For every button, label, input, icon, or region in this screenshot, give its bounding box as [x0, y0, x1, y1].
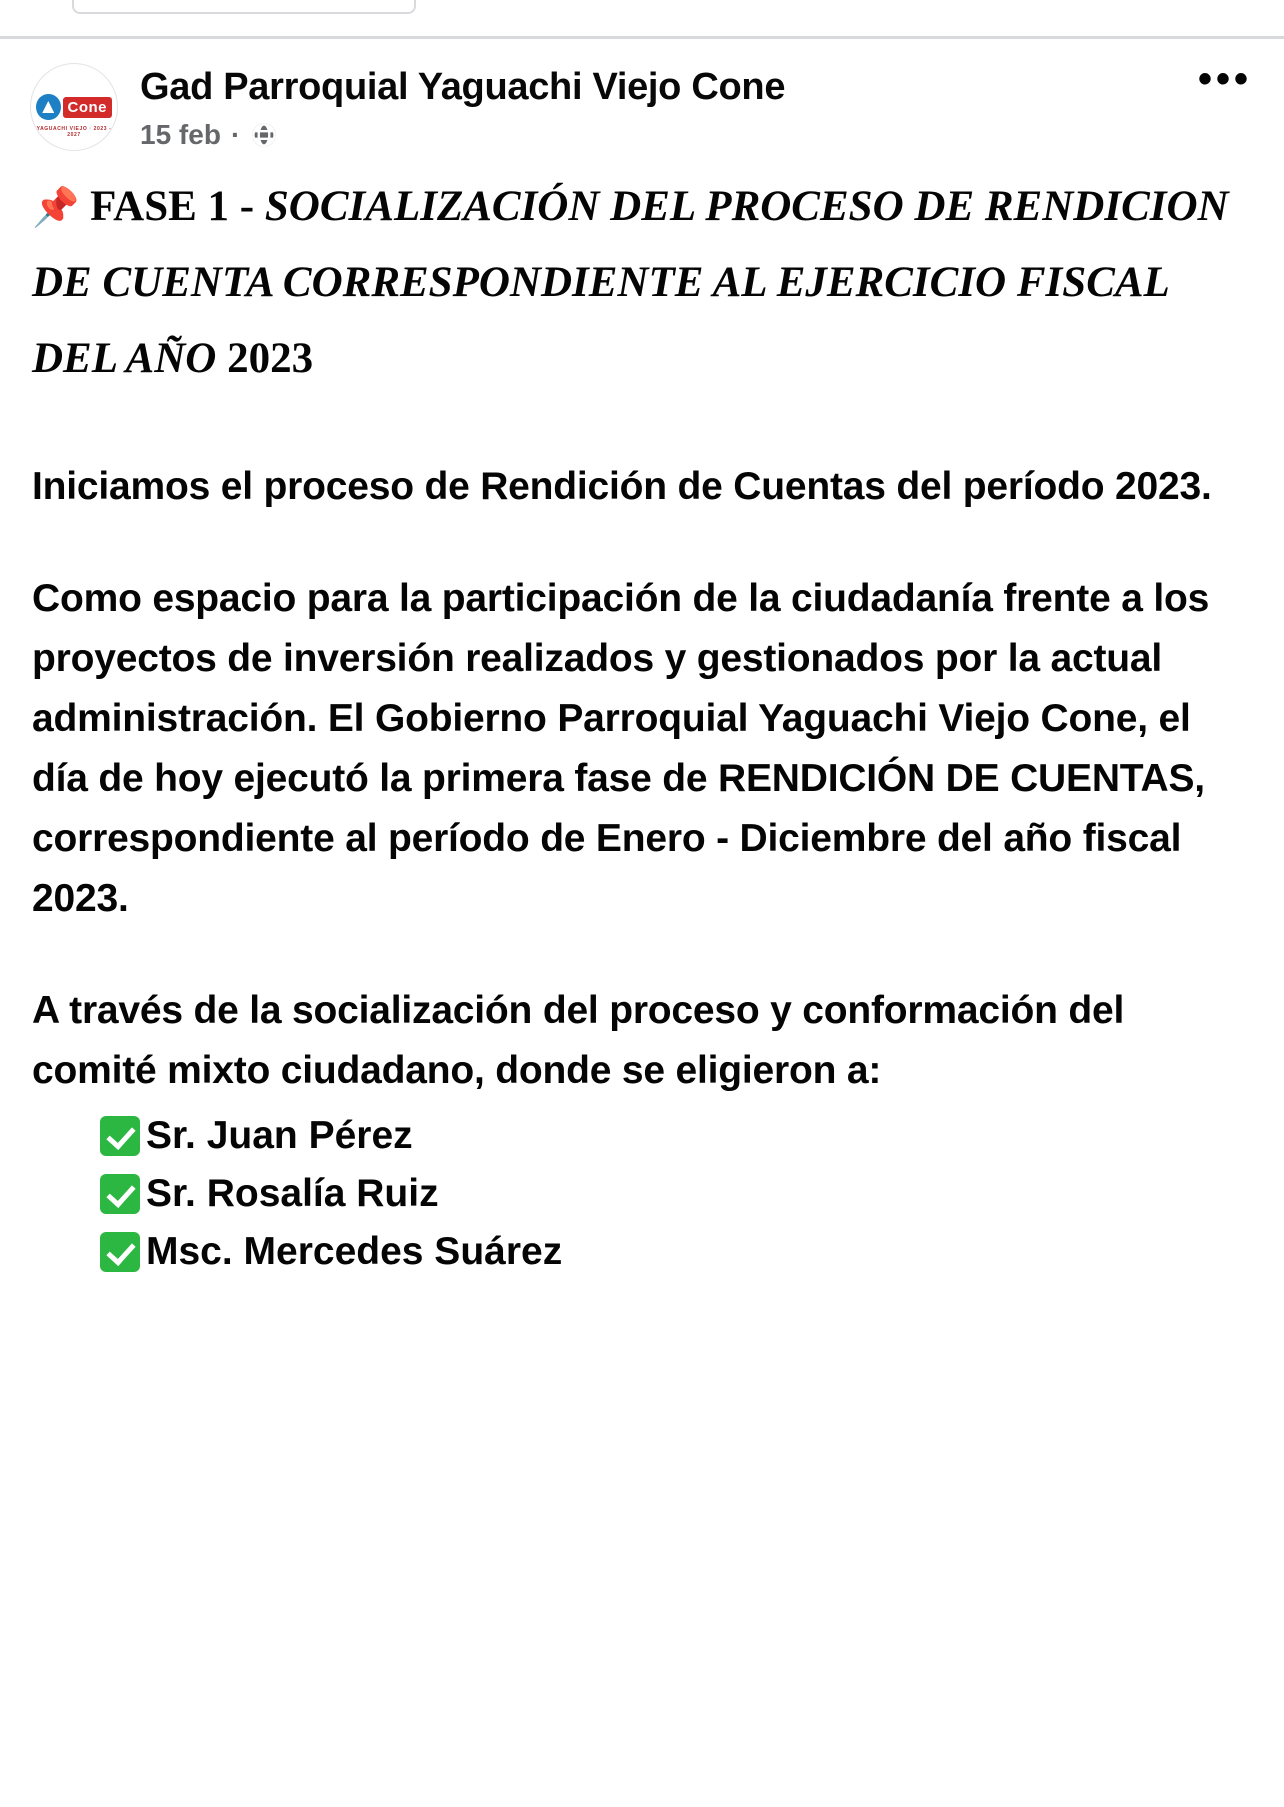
list-item — [100, 1223, 1254, 1281]
meta-separator: · — [230, 119, 241, 150]
post-headline — [32, 169, 1254, 397]
post-header-text — [118, 63, 1198, 151]
avatar-brand-word: Cone — [63, 97, 113, 118]
post-paragraph: Como espacio para la participación de la ciudadanía frente a los proyectos de inversión realizados y gestionados por la actual administración. El Gobierno Parroquial Yaguachi Viejo Cone, el día de hoy ejecutó la primera fase de RENDICIÓN DE CUENTAS, correspondiente al período de Enero - Diciembre del año fiscal 2023. — [32, 577, 1210, 920]
cut-off-card — [72, 0, 416, 14]
headline-prefix: FASE 1 - — [90, 183, 265, 230]
headline-year: 2023 — [227, 335, 314, 382]
list-item-label: Sr. Rosalía Ruiz — [146, 1172, 439, 1215]
list-item-label: Sr. Juan Pérez — [146, 1114, 413, 1157]
post-paragraph: Iniciamos el proceso de Rendición de Cuentas del período 2023. — [32, 465, 1212, 508]
check-mark-icon — [100, 1232, 140, 1272]
post-paragraph: A través de la socialización del proceso y conformación del comité mixto ciudadano, donde se eligieron a: — [32, 989, 1125, 1092]
pushpin-icon: 📌 — [32, 185, 80, 229]
list-item-label: Msc. Mercedes Suárez — [146, 1230, 563, 1273]
avatar[interactable] — [30, 63, 118, 151]
post-date[interactable]: 15 feb — [140, 119, 221, 150]
post-meta — [140, 119, 1198, 151]
page-title[interactable]: Gad Parroquial Yaguachi Viejo Cone — [140, 66, 786, 108]
post-body — [0, 151, 1284, 1311]
check-mark-icon — [100, 1116, 140, 1156]
globe-icon[interactable] — [250, 121, 278, 149]
headline-emphasis: SOCIALIZACIÓN DEL PROCESO DE RENDICION DE CUENTA CORRESPONDIENTE AL EJERCICIO FISCAL DEL AÑO — [32, 183, 1229, 382]
logo-mark-icon — [36, 94, 61, 120]
list-item — [100, 1107, 1254, 1165]
check-mark-icon — [100, 1174, 140, 1214]
avatar-brand-subtext: YAGUACHI VIEJO · 2023 - 2027 — [36, 126, 112, 138]
previous-post-fragment — [0, 0, 1284, 36]
post-header — [0, 39, 1284, 151]
committee-list — [32, 1107, 1254, 1281]
more-options-icon[interactable]: ••• — [1197, 57, 1252, 101]
list-item — [100, 1165, 1254, 1223]
